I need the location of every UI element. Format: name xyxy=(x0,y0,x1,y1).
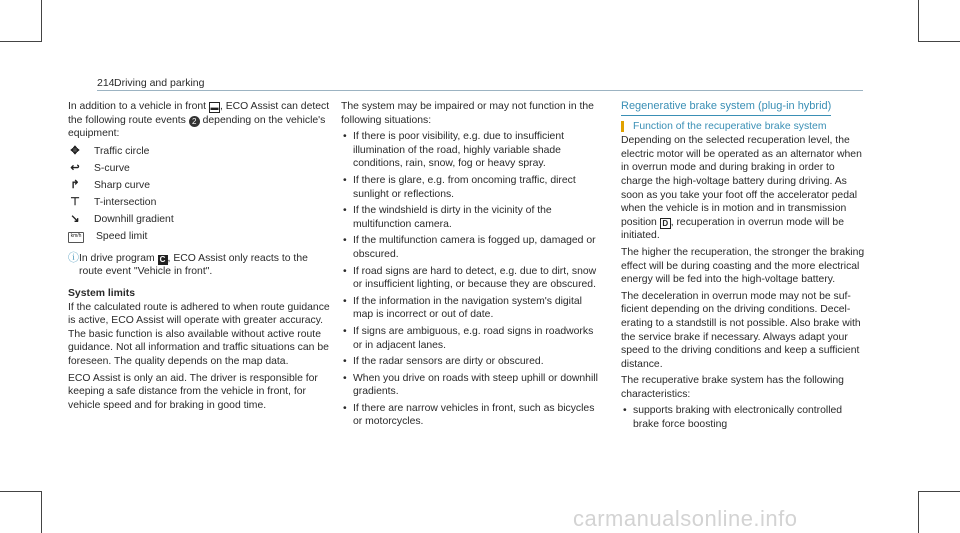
drive-program-c-icon: C xyxy=(158,255,168,265)
page-number: 214 xyxy=(97,77,115,89)
body-paragraph xyxy=(621,134,866,243)
intro-text: , ECO Assist can detect the following route events xyxy=(68,101,330,126)
list-item: • If there is poor visibility, e.g. due to insufficient illumination of the road, highly variable shade conditions, rain, snow, fog or heavy spray. xyxy=(341,130,601,171)
column-middle xyxy=(341,100,601,432)
list-item: • If there are narrow vehicles in front, such as bicycles or motorcycles. xyxy=(341,402,601,429)
route-event-item xyxy=(68,195,330,212)
intro-text: depending on the vehicle's equipment: xyxy=(68,114,326,140)
crop-mark xyxy=(918,491,919,533)
crop-mark xyxy=(918,0,919,42)
crop-mark xyxy=(918,491,960,492)
crop-mark xyxy=(41,491,42,533)
route-event-item xyxy=(68,144,330,161)
route-event-item xyxy=(68,161,330,178)
intro-text: In addition to a vehicle in front xyxy=(68,101,209,112)
list-item: • If the radar sensors are dirty or obscured. xyxy=(341,355,601,369)
function-heading-text: Function of the recuperative brake system xyxy=(633,120,827,132)
characteristics-list xyxy=(621,404,866,431)
crop-mark xyxy=(0,491,42,492)
note-text-part: , ECO Assist only reacts to the route event "Vehicle in front". xyxy=(79,252,308,278)
body-paragraph: The higher the recuperation, the stronger the braking effect will be during coasting and the more electrical energy will be fed into the high-voltage battery. xyxy=(621,246,865,286)
crop-mark xyxy=(41,0,42,42)
heading-marker xyxy=(621,121,624,132)
traffic-circle-icon: ✥ xyxy=(70,145,80,158)
list-item: • If there is glare, e.g. from oncoming traffic, direct sunlight or reflections. xyxy=(341,174,601,201)
list-item: • If the windshield is dirty in the vicinity of the multifunction camera. xyxy=(341,204,601,231)
route-event-item xyxy=(68,212,330,229)
column-right xyxy=(621,100,866,435)
list-item: • supports braking with electronically controlled brake force boosting xyxy=(621,404,866,431)
route-event-label: T-intersection xyxy=(94,197,157,209)
limits-paragraph: If the calculated route is adhered to when route guidance is active, ECO Assist will operate with greater accuracy. The basic function is also available without active route guidance. Not all information and traffic situations can be foreseen. The quality depends on the map data. xyxy=(68,301,330,367)
list-item: • If signs are ambiguous, e.g. road signs in roadworks or in adjacent lanes. xyxy=(341,325,601,352)
route-event-label: Speed limit xyxy=(96,231,148,243)
route-event-item xyxy=(68,178,330,195)
body-paragraph: The recuperative brake system has the following characteristics: xyxy=(621,375,844,400)
info-icon: ⓘ xyxy=(68,251,79,264)
route-event-list xyxy=(68,144,330,246)
list-item: • If the information in the navigation system's digital map is incorrect or out of date. xyxy=(341,295,601,322)
list-item: • When you drive on roads with steep uphill or downhill gradients. xyxy=(341,372,601,399)
body-paragraph: The deceleration in overrun mode may not be sufficient depending on the driving conditions. Decelerating to a standstill is not possible. Also brake with the service brake if necessary. Always adapt your speed to the driving conditions and keep a sufficient distance. xyxy=(621,290,861,370)
header-rule xyxy=(97,90,863,91)
list-item: • If road signs are hard to detect, e.g. due to dirt, snow or insufficient lighting, or because they are obscured. xyxy=(341,265,601,292)
route-event-label: Sharp curve xyxy=(94,180,151,192)
section-heading: Regenerative brake system (plug-in hybrid) xyxy=(621,100,831,116)
body-text: , recuperation in overrun mode will be initiated. xyxy=(621,216,844,242)
vehicle-icon: ▬ xyxy=(210,103,219,112)
impairment-list xyxy=(341,130,601,429)
crop-mark xyxy=(918,41,960,42)
gear-d-icon: D xyxy=(660,218,671,229)
list-item: • If the multifunction camera is fogged up, damaged or obscured. xyxy=(341,234,601,261)
section-title: Driving and parking xyxy=(114,77,205,89)
route-event-label: Downhill gradient xyxy=(94,214,174,226)
intro-paragraph xyxy=(68,100,330,141)
system-limits-heading: System limits xyxy=(68,287,135,299)
column-left xyxy=(68,100,330,415)
route-event-label: S-curve xyxy=(94,163,130,175)
callout-badge: 2 xyxy=(189,116,200,127)
t-intersection-icon: ⊤ xyxy=(70,196,80,209)
function-heading xyxy=(621,120,866,134)
watermark: carmanualsonline.info xyxy=(573,506,798,531)
note-text xyxy=(79,252,330,279)
crop-mark xyxy=(0,41,42,42)
route-event-label: Traffic circle xyxy=(94,146,150,158)
info-note xyxy=(68,252,330,279)
limits-paragraph: ECO Assist is only an aid. The driver is responsible for keeping a safe distance from the vehicle in front, for vehicle speed and for braking in good time. xyxy=(68,372,318,411)
downhill-gradient-icon: ↘ xyxy=(70,213,80,226)
speed-limit-icon: km/h xyxy=(68,232,84,243)
s-curve-icon: ↩ xyxy=(70,162,80,175)
note-text-part: In drive program xyxy=(79,252,158,264)
impairment-intro: The system may be impaired or may not function in the following situations: xyxy=(341,101,594,126)
body-text: Depending on the selected recuperation level, the electric motor will be operated as an alternator when in overrun mode and during braking in order to charge the high-voltage battery during driving. As soon as you take your foot off the accelerator pedal when the vehicle is in motion and in transmission position xyxy=(621,135,862,228)
sharp-curve-icon: ↱ xyxy=(70,179,80,192)
route-event-item xyxy=(68,229,330,246)
